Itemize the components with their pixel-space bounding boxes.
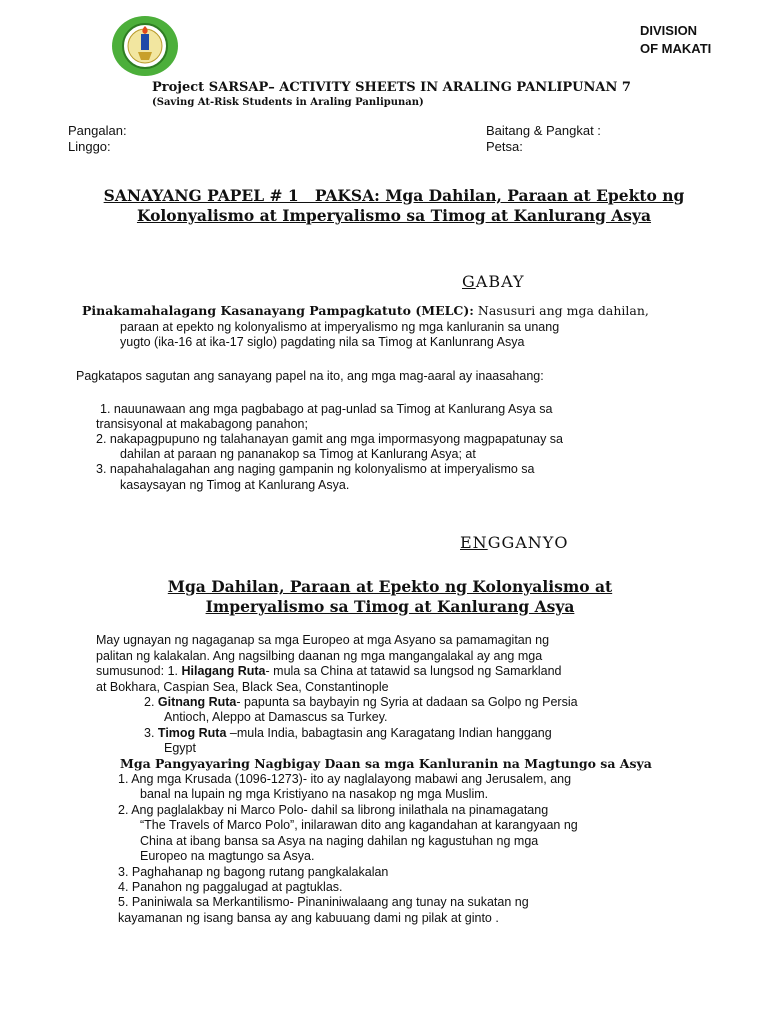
gabay-heading-first: G <box>462 272 476 291</box>
worksheet-title <box>84 186 704 226</box>
project-title: Project SARSAP– ACTIVITY SHEETS IN ARALING PANLIPUNAN 7 <box>152 80 631 95</box>
event-5b: kayamanan ng isang bansa ay ang kabuuang dami ng pilak at ginto . <box>118 911 499 925</box>
route2-desc: - papunta sa baybayin ng Syria at dadaan sa Golpo ng Persia <box>236 695 578 709</box>
event-2a: 2. Ang paglalakbay ni Marco Polo- dahil sa librong inilathala na pinamagatang <box>118 803 549 817</box>
melc-line3: yugto (ika-16 at ika-17 siglo) pagdating nila sa Timog at Kanlunrang Asya <box>120 335 525 349</box>
route2-prefix: 2. <box>144 695 158 709</box>
route1-name: Hilagang Ruta <box>181 664 266 678</box>
gabay-heading-rest: ABAY <box>475 272 525 291</box>
objective-1b: transisyonal at makabagong panahon; <box>96 417 308 431</box>
engganyo-heading <box>460 533 568 552</box>
division-line1: DIVISION <box>640 23 698 38</box>
event-4: 4. Panahon ng paggalugad at pagtuklas. <box>118 880 343 894</box>
engganyo-p4: at Bokhara, Caspian Sea, Black Sea, Constantinople <box>96 680 389 694</box>
engganyo-heading-first: EN <box>460 533 488 552</box>
engganyo-heading-rest: GGANYO <box>487 533 569 552</box>
event-2c: China at ibang bansa sa Asya na naging dahilan ng kagustuhan ng mga <box>140 834 539 848</box>
melc-label: Pinakamahalagang Kasanayang Pampagkatuto (MELC): <box>82 303 474 318</box>
project-subtitle: (Saving At-Risk Students in Araling Panlipunan) <box>152 97 424 108</box>
route2 <box>144 694 578 710</box>
route3-desc: –mula India, babagtasin ang Karagatang Indian hanggang <box>226 726 552 740</box>
engganyo-p2: palitan ng kalakalan. Ang nagsilbing daanan ng mga mangangalakal ay ang mga <box>96 649 543 663</box>
event-1b: banal na lupain ng mga Kristiyano na nasakop ng mga Muslim. <box>140 787 489 801</box>
division-line2: OF MAKATI <box>640 41 712 56</box>
route2-cont: Antioch, Aleppo at Damascus sa Turkey. <box>164 710 388 724</box>
worksheet-title-line2: Kolonyalismo at Imperyalismo sa Timog at Kanlurang Asya <box>136 206 652 225</box>
gabay-heading <box>462 272 525 291</box>
baitang-label: Baitang & Pangkat : <box>486 123 601 138</box>
event-5a: 5. Paniniwala sa Merkantilismo- Pinaniniwalaang ang tunay na sukatan ng <box>118 895 529 909</box>
worksheet-title-line1: SANAYANG PAPEL # 1 PAKSA: Mga Dahilan, Paraan at Epekto ng <box>103 186 685 205</box>
engganyo-p1: May ugnayan ng nagaganap sa mga Europeo at mga Asyano sa pamamagitan ng <box>96 633 550 647</box>
route3 <box>144 725 552 741</box>
route3-cont: Egypt <box>164 741 196 755</box>
route1-desc: - mula sa China at tatawid sa lungsod ng Samarkland <box>265 664 562 678</box>
engganyo-subtitle-line2: Imperyalismo sa Timog at Kanlurang Asya <box>205 597 575 616</box>
objective-3a: 3. napahahalagahan ang naging gampanin ng kolonyalismo at imperyalismo sa <box>96 462 535 476</box>
route3-name: Timog Ruta <box>157 726 227 740</box>
objective-1a: 1. nauunawaan ang mga pagbabago at pag-unlad sa Timog at Kanlurang Asya sa <box>100 402 553 416</box>
objective-2a: 2. nakapagpupuno ng talahanayan gamit ang mga impormasyong magpapatunay sa <box>96 432 563 446</box>
petsa-label: Petsa: <box>486 139 523 154</box>
event-2b: “The Travels of Marco Polo”, inilarawan dito ang kagandahan at karangyaan ng <box>140 818 578 832</box>
route1-prefix: sumusunod: 1. <box>96 664 182 678</box>
objective-2b: dahilan at paraan ng pananakop sa Timog at Kanlurang Asya; at <box>120 447 476 461</box>
route3-prefix: 3. <box>144 726 158 740</box>
division-label <box>640 22 711 58</box>
event-2d: Europeo na magtungo sa Asya. <box>140 849 315 863</box>
engganyo-subtitle-line1: Mga Dahilan, Paraan at Epekto ng Kolonyalismo at <box>167 577 613 596</box>
events-heading: Mga Pangyayaring Nagbigay Daan sa mga Kanluranin na Magtungo sa Asya <box>120 756 652 771</box>
event-3: 3. Paghahanap ng bagong rutang pangkalakalan <box>118 865 389 879</box>
event-1a: 1. Ang mga Krusada (1096-1273)- ito ay naglalayong mabawi ang Jerusalem, ang <box>118 772 572 786</box>
engganyo-p3 <box>96 663 562 679</box>
melc-line1 <box>82 303 649 319</box>
division-seal-logo <box>110 14 180 78</box>
objective-3b: kasaysayan ng Timog at Kanlurang Asya. <box>120 478 350 492</box>
melc-line2: paraan at epekto ng kolonyalismo at imperyalismo ng mga kanluranin sa unang <box>120 320 560 334</box>
pangalan-label: Pangalan: <box>68 123 127 138</box>
melc-text1: Nasusuri ang mga dahilan, <box>473 303 649 318</box>
linggo-label: Linggo: <box>68 139 111 154</box>
route2-name: Gitnang Ruta <box>157 695 237 709</box>
objectives-intro: Pagkatapos sagutan ang sanayang papel na ito, ang mga mag-aaral ay inaasahang: <box>76 369 544 383</box>
